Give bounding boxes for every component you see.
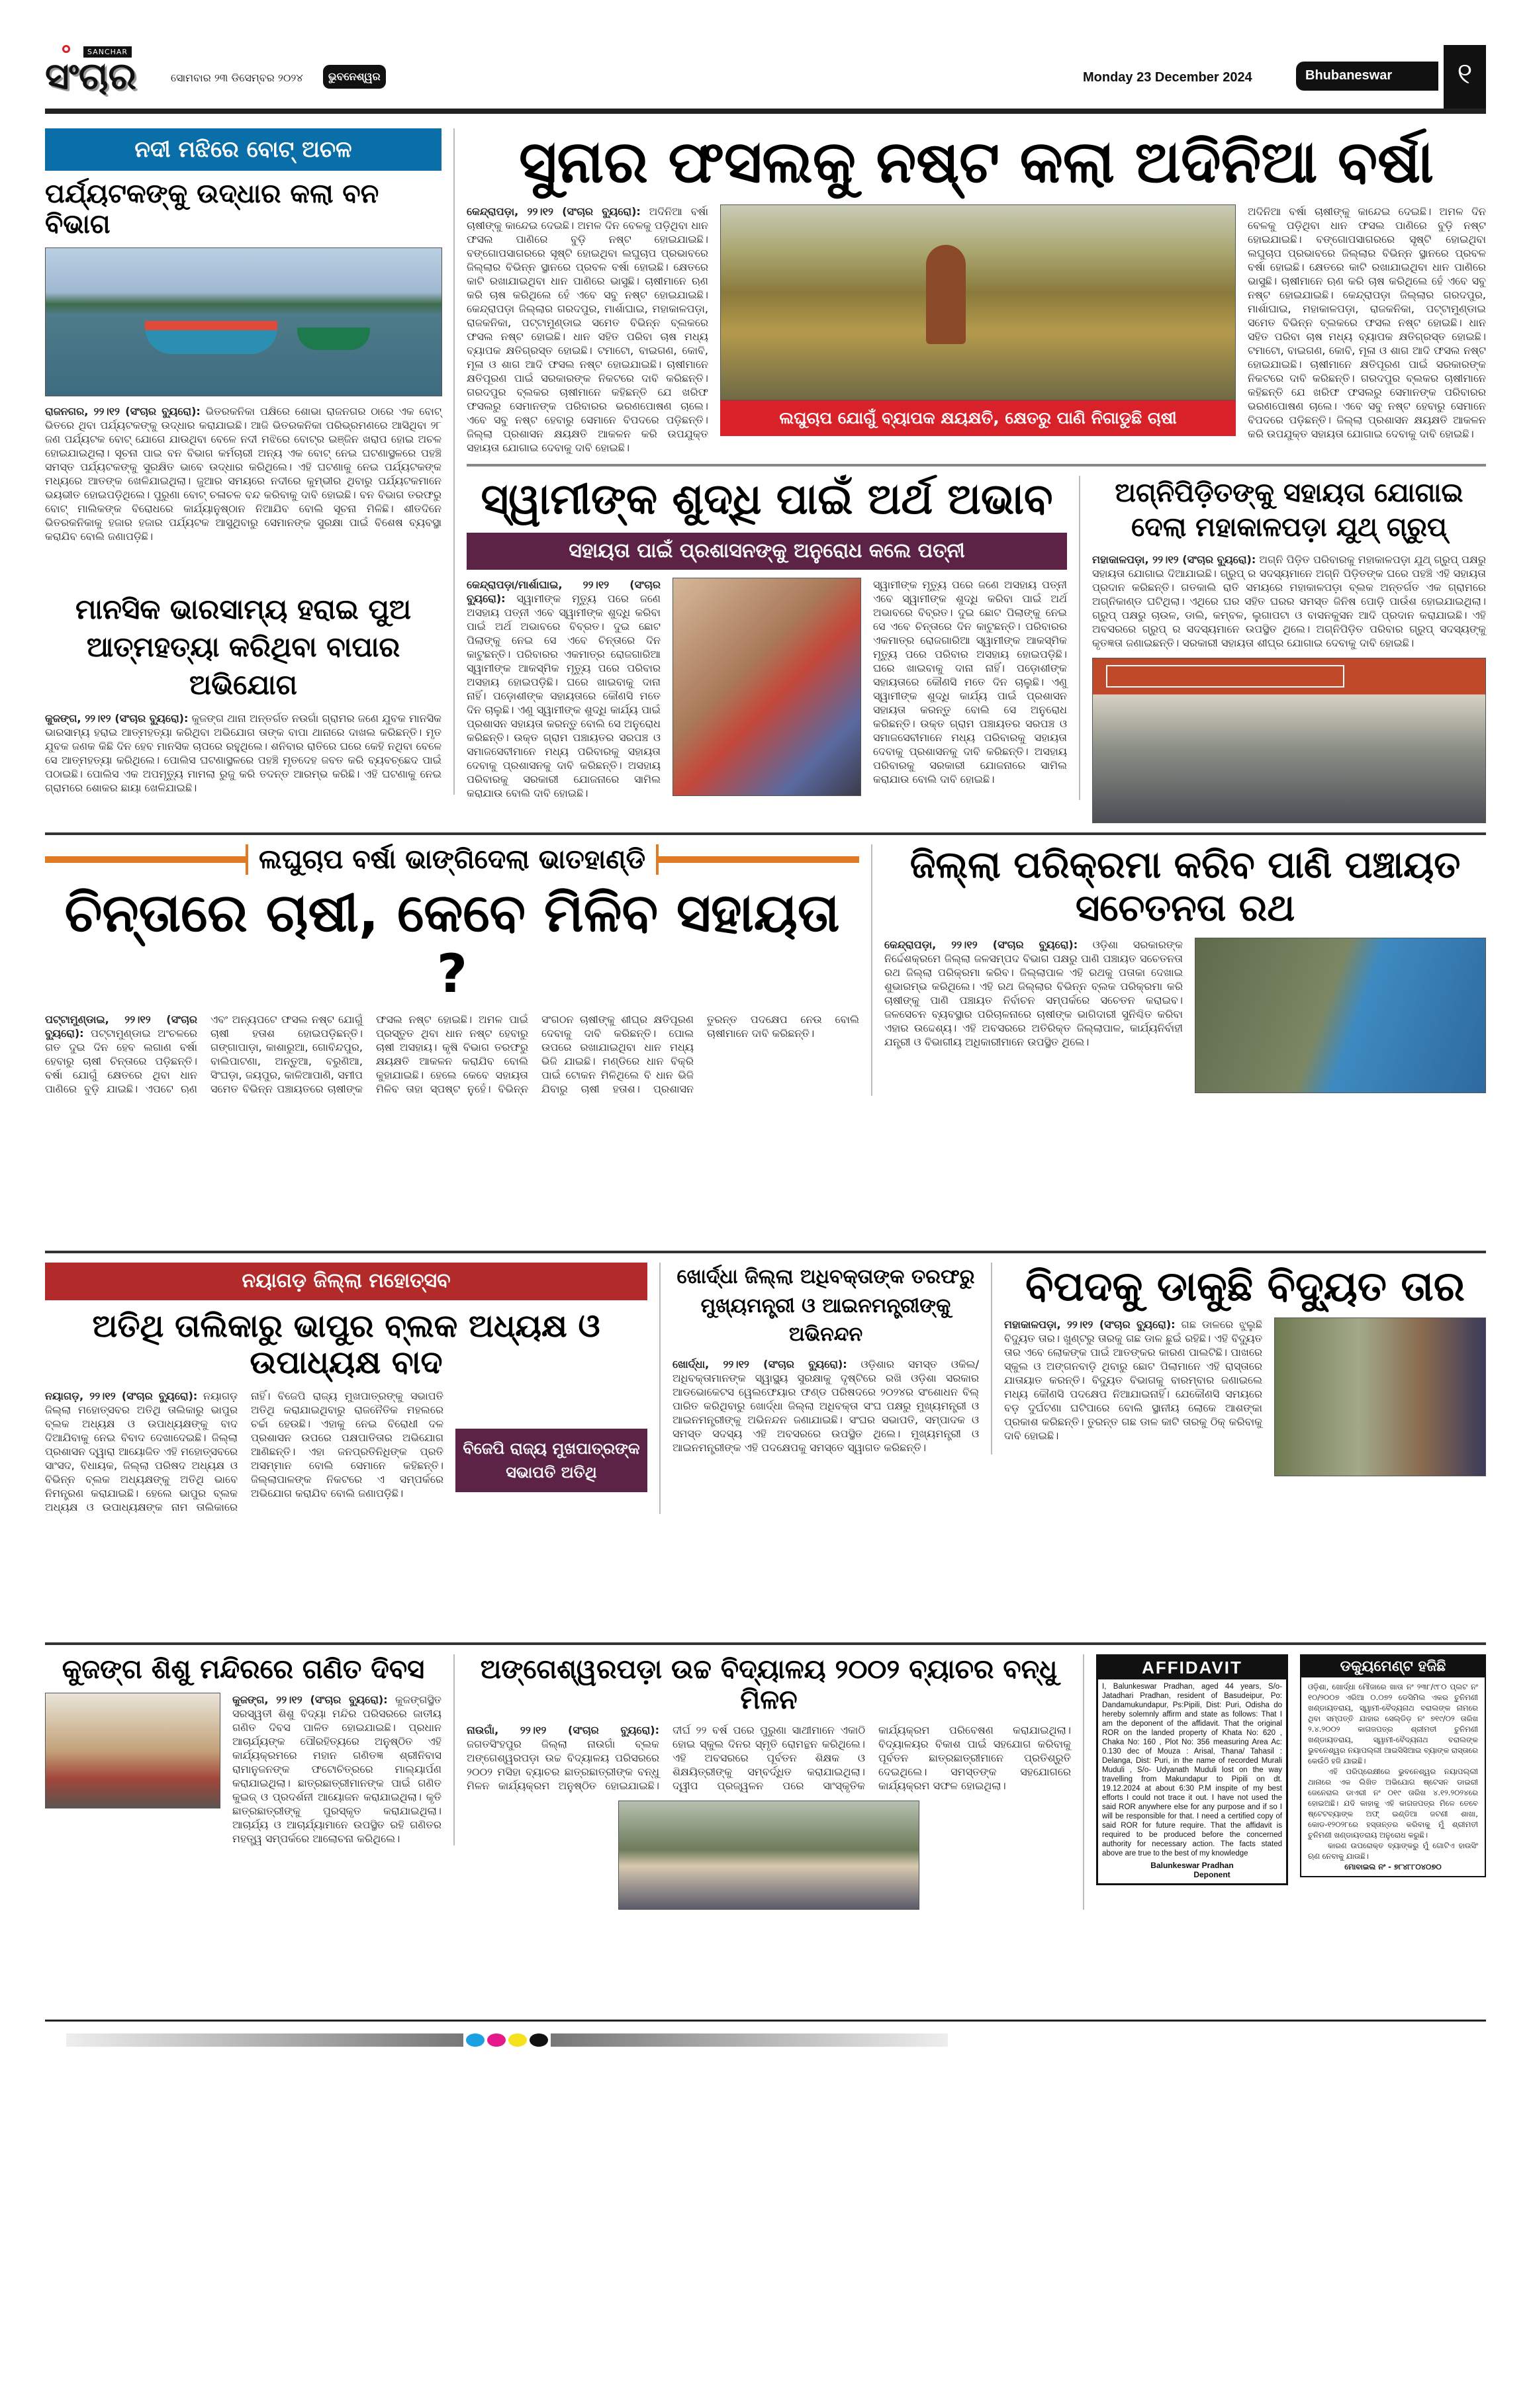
nayagarh-inset: ବିଜେପି ରାଜ୍ୟ ମୁଖପାତ୍ରଙ୍କ ସଭାପତି ଅତିଥି xyxy=(455,1429,647,1492)
orange-rule-left xyxy=(45,856,246,863)
nayagarh-headline: ଅତିଥି ତାଲିକାରୁ ଭାପୁର ବ୍ଲକ ଅଧ୍ୟକ୍ଷ ଓ ଉପାଧ୍ୟକ୍ଷ ବାଦ xyxy=(92,1307,600,1381)
article-text: କୁଜଙ୍ଗ ଥାନା ଅନ୍ତର୍ଗତ ନଉଗାଁ ଗ୍ରାମର ଜଣେ ଯୁବକ ମାନସିକ ଭାରସାମ୍ୟ ହରାଇ ଆତ୍ମହତ୍ୟା କରିଥିବା ଅଭିଯୋଗ ତାଙ୍କ ବାପା ଥାନାରେ ଦାଖଲ କରିଛନ୍ତି। ମୃତ ଯୁବକ ଜଣକ କିଛି ଦିନ ହେବ ମାନସିକ ଚାପରେ ରହୁଥିଲେ। ଶନିବାର ରାତିରେ ଘରେ କେହି ନଥିବା ବେଳେ ସେ ଆତ୍ମହତ୍ୟା କରିଥିଲେ। ପୋଲିସ ଘଟଣାସ୍ଥଳରେ ପହଞ୍ଚି ମୃତଦେହ ଜବତ କରି ବ୍ୟବଚ୍ଛେଦ ପାଇଁ ପଠାଇଛି। ପୋଲିସ ଏକ ଅପମୃତ୍ୟୁ ମାମଲା ରୁଜୁ କରି ତଦନ୍ତ ଆରମ୍ଭ କରିଛି। ଏହି ଘଟଣାକୁ ନେଇ ଗ୍ରାମରେ ଶୋକର ଛାୟା ଖେଳିଯାଇଛି। xyxy=(45,712,441,795)
wire-photo xyxy=(1274,1317,1486,1476)
farmers-headline: ଚିନ୍ତାରେ ଚାଷୀ, କେବେ ମିଳିବ ସହାୟତା ? xyxy=(64,882,840,1005)
article-text: ଅଦିନିଆ ବର୍ଷା ଚାଷୀଙ୍କୁ କାନ୍ଦେଇ ଦେଇଛି। ଅମଳ ଦିନ ବେଳକୁ ପଡ଼ିଥିବା ଧାନ ଫସଲ ପାଣିରେ ବୁଡ଼ି ନଷ୍ଟ ହୋଇଯାଇଛି। ବଙ୍ଗୋପସାଗରରେ ସୃଷ୍ଟି ହୋଇଥିବା ଲଘୁଚାପ ପ୍ରଭାବରେ ଜିଲ୍ଲାର ବିଭିନ୍ନ ସ୍ଥାନରେ ପ୍ରବଳ ବର୍ଷା ହୋଇଛି। କ୍ଷେତରେ କାଟି ରଖାଯାଇଥିବା ଧାନ ପାଣିରେ ଭାସୁଛି। ଚାଷୀମାନେ ଋଣ କରି ଚାଷ କରିଥିଲେ ହେଁ ଏବେ ସବୁ ନଷ୍ଟ ହୋଇଯାଇଛି। କେନ୍ଦ୍ରାପଡ଼ା ଜିଲ୍ଲାର ଗରଦପୁର, ମାର୍ଶାଘାଇ, ମହାକାଳପଡ଼ା, ରାଜକନିକା, ପଟ୍ଟାମୁଣ୍ଡାଇ ସମେତ ବିଭିନ୍ନ ବ୍ଲକରେ ଫସଲ ନଷ୍ଟ ହୋଇଛି। ଧାନ ସହିତ ପରିବା ଚାଷ ମଧ୍ୟ ବ୍ୟାପକ କ୍ଷତିଗ୍ରସ୍ତ ହୋଇଛି। ଟମାଟୋ, ବାଇଗଣ, କୋବି, ମୂଳା ଓ ଶାଗ ଆଦି ଫସଲ ନଷ୍ଟ ହୋଇଯାଇଛି। ଚାଷୀମାନେ କ୍ଷତିପୂରଣ ପାଇଁ ସରକାରଙ୍କ ନିକଟରେ ଦାବି କରିଛନ୍ତି। ଗରଦପୁର ବ୍ଲକର ଚାଷୀମାନେ କହିଛନ୍ତି ଯେ ଖରିଫ ଫସଲରୁ ସେମାନଙ୍କ ପରିବାରର ଭରଣପୋଷଣ ଚାଲେ। ଏବେ ସବୁ ନଷ୍ଟ ହେବାରୁ ସେମାନେ ବିପଦରେ ପଡ଼ିଛନ୍ତି। ଜିଲ୍ଲା ପ୍ରଶାସନ କ୍ଷୟକ୍ଷତି ଆକଳନ କରି ଉପଯୁକ୍ତ ସହାୟତା ଯୋଗାଇ ଦେବାକୁ ଦାବି ହୋଇଛି। xyxy=(1248,205,1486,441)
rain-body-left xyxy=(467,204,708,455)
fire-article xyxy=(1092,476,1486,823)
husband-subhead: ସହାୟତା ପାଇଁ ପ୍ରଶାସନଙ୍କୁ ଅନୁରୋଧ କଲେ ପତ୍ନୀ xyxy=(467,533,1067,570)
math-body xyxy=(232,1693,441,1846)
nayagarh-article xyxy=(45,1263,661,1514)
lost-document-mobile: ମୋବାଇଲ ନଂ - ୭୮୪୮୮୦୪୦୭୦ xyxy=(1344,1862,1442,1872)
masthead-rule xyxy=(45,109,1486,114)
water-body xyxy=(884,938,1183,1049)
bottom-section xyxy=(45,1654,1486,2012)
math-photo xyxy=(45,1693,220,1808)
footer-rule xyxy=(45,2020,1486,2022)
water-article xyxy=(884,844,1486,1093)
math-row xyxy=(45,1693,441,1846)
math-article xyxy=(45,1654,455,1846)
boat-headline: ପର୍ଯ୍ୟଟକଙ୍କୁ ଉଦ୍ଧାର କଲା ବନ ବିଭାଗ xyxy=(45,179,379,240)
color-registration-bar xyxy=(66,2033,1486,2047)
banner-text-icon xyxy=(1106,665,1344,688)
khordha-article xyxy=(673,1263,992,1454)
dateline: ପଟ୍ଟାମୁଣ୍ଡାଇ, ୨୨।୧୨ (ସଂଚାର ବ୍ୟୁରୋ): xyxy=(45,1013,197,1040)
article-text: ଅଦିନିଆ ବର୍ଷା ଚାଷୀଙ୍କୁ କାନ୍ଦେଇ ଦେଇଛି। ଅମଳ ଦିନ ବେଳକୁ ପଡ଼ିଥିବା ଧାନ ଫସଲ ପାଣିରେ ବୁଡ଼ି ନଷ୍ଟ ହୋଇଯାଇଛି। ବଙ୍ଗୋପସାଗରରେ ସୃଷ୍ଟି ହୋଇଥିବା ଲଘୁଚାପ ପ୍ରଭାବରେ ଜିଲ୍ଲାର ବିଭିନ୍ନ ସ୍ଥାନରେ ପ୍ରବଳ ବର୍ଷା ହୋଇଛି। କ୍ଷେତରେ କାଟି ରଖାଯାଇଥିବା ଧାନ ପାଣିରେ ଭାସୁଛି। ଚାଷୀମାନେ ଋଣ କରି ଚାଷ କରିଥିଲେ ହେଁ ଏବେ ସବୁ ନଷ୍ଟ ହୋଇଯାଇଛି। କେନ୍ଦ୍ରାପଡ଼ା ଜିଲ୍ଲାର ଗରଦପୁର, ମାର୍ଶାଘାଇ, ମହାକାଳପଡ଼ା, ରାଜକନିକା, ପଟ୍ଟାମୁଣ୍ଡାଇ ସମେତ ବିଭିନ୍ନ ବ୍ଲକରେ ଫସଲ ନଷ୍ଟ ହୋଇଛି। ଧାନ ସହିତ ପରିବା ଚାଷ ମଧ୍ୟ ବ୍ୟାପକ କ୍ଷତିଗ୍ରସ୍ତ ହୋଇଛି। ଟମାଟୋ, ବାଇଗଣ, କୋବି, ମୂଳା ଓ ଶାଗ ଆଦି ଫସଲ ନଷ୍ଟ ହୋଇଯାଇଛି। ଚାଷୀମାନେ କ୍ଷତିପୂରଣ ପାଇଁ ସରକାରଙ୍କ ନିକଟରେ ଦାବି କରିଛନ୍ତି। ଗରଦପୁର ବ୍ଲକର ଚାଷୀମାନେ କହିଛନ୍ତି ଯେ ଖରିଫ ଫସଲରୁ ସେମାନଙ୍କ ପରିବାରର ଭରଣପୋଷଣ ଚାଲେ। ଏବେ ସବୁ ନଷ୍ଟ ହେବାରୁ ସେମାନେ ବିପଦରେ ପଡ଼ିଛନ୍ତି। ଜିଲ୍ଲା ପ୍ରଶାସନ କ୍ଷୟକ୍ଷତି ଆକଳନ କରି ଉପଯୁକ୍ତ ସହାୟତା ଯୋଗାଇ ଦେବାକୁ ଦାବି ହୋଇଛି। xyxy=(467,205,708,455)
section-rule xyxy=(467,464,1486,467)
lost-document-body: ଓଡ଼ିଶା, ଖୋର୍ଦ୍ଧା ମୌଜାରେ ଖାତା ନଂ ୨୩୮/୯୮୦ ପ୍ଲଟ ନଂ ୧୦/୨୦୦୭ ଏରିଆ ୦.୦୭୨ ଡେସିମିଲ ଏକର ଚୁନିମଣୀ ଖଣ୍ଡାୟତରାୟ, ସ୍ୱାମୀ-ବୈଦ୍ୟନାଥ ବରାଲଙ୍କ ନାମରେ ଥିବା ସମ୍ପତ୍ତି ଯାହାର ସେଲ୍ଡିଡ଼ ନଂ ୭୧୯/୦୨ ତାରିଖ ୨.୪.୨୦୦୨ କାଗଜପତ୍ର ଶ୍ରୀମତୀ ଚୁନିମଣୀ ଖଣ୍ଡାୟତରାୟ, ସ୍ୱାମୀ-ବୈଦ୍ୟନାଥ ବରାଲଙ୍କ ଭୁବନେଶ୍ୱର ନୟାପଲ୍ଲୀ ଆଇସିସିଆଇ ବ୍ୟାଙ୍କ ରାସ୍ତାରେ କେଉଁଠି ହଜି ଯାଇଛି। xyxy=(1308,1682,1478,1766)
magenta-dot-icon xyxy=(487,2033,506,2047)
lost-document-body: କାରଣ ଉପରୋକ୍ତ ବ୍ୟାଙ୍କରୁ ମୁଁ ଗୋଟିଏ ହାଉସିଂ ଋଣ ନେବାକୁ ଯାଉଛି। xyxy=(1308,1841,1478,1861)
reunion-headline: ଅଙ୍ଗେଶ୍ୱରପଡ଼ା ଉଚ୍ଚ ବିଦ୍ୟାଳୟ ୨୦୦୨ ବ୍ୟାଚର ବନ୍ଧୁ ମିଳନ xyxy=(480,1654,1058,1716)
fire-headline: ଅଗ୍ନିପିଡ଼ିତଙ୍କୁ ସହାୟତା ଯୋଗାଇ ଦେଲା ମହାକାଳପଡ଼ା ଯୁଥ୍ ଗ୍ରୁପ୍ xyxy=(1115,478,1463,543)
affidavit-signature: Balunkeswar Pradhan xyxy=(1150,1861,1234,1871)
grayscale-strip xyxy=(66,2033,463,2047)
math-headline: କୁଜଙ୍ଗ ଶିଶୁ ମନ୍ଦିରରେ ଗଣିତ ଦିବସ xyxy=(62,1654,425,1685)
water-photo xyxy=(1195,938,1486,1093)
article-text: ଓଡ଼ିଶାର ସମସ୍ତ ଓକିଲ/ଅଧିବକ୍ତାମାନଙ୍କ ସ୍ୱାସ୍ଥ୍ୟ ସୁରକ୍ଷାକୁ ଦୃଷ୍ଟିରେ ରଖି ଓଡ଼ିଶା ସରକାର ଆଡଭୋକେଟସ ୱେଲଫେୟାର ଫଣ୍ଡ ପରିଷଦରେ ୨୦୨୪ର ସଂଶୋଧନ ବିଲ୍ ପାରିତ କରିଥିବାରୁ ଖୋର୍ଦ୍ଧା ଜିଲ୍ଲା ଅଧିବକ୍ତା ସଂଘ ପକ୍ଷରୁ ମୁଖ୍ୟମନ୍ତ୍ରୀ ଓ ଆଇନମନ୍ତ୍ରୀଙ୍କୁ ଅଭିନନ୍ଦନ ଜଣାଯାଇଛି। ସଂଘର ସଭାପତି, ସମ୍ପାଦକ ଓ ସମସ୍ତ ସଦସ୍ୟ ଏହି ଅବସରରେ ଉପସ୍ଥିତ ଥିଲେ। ମୁଖ୍ୟମନ୍ତ୍ରୀ ଓ ଆଇନମନ୍ତ୍ରୀଙ୍କ ଏହି ପଦକ୍ଷେପକୁ ସମସ୍ତେ ସ୍ୱାଗତ କରିଛନ୍ତି। xyxy=(673,1357,979,1454)
dateline: ନୟାଗଡ଼, ୨୨।୧୨ (ସଂଚାର ବ୍ୟୁରୋ): xyxy=(45,1390,198,1403)
nayagarh-body xyxy=(45,1389,443,1514)
suicide-body xyxy=(45,711,441,795)
dateline: କୁଜଙ୍ଗ, ୨୨।୧୨ (ସଂଚାର ବ୍ୟୁରୋ): xyxy=(232,1693,388,1707)
article-text: ସ୍ୱାମୀଙ୍କ ମୃତ୍ୟୁ ପରେ ଜଣେ ଅସହାୟ ପତ୍ନୀ ଏବେ ସ୍ୱାମୀଙ୍କ ଶୁଦ୍ଧି କରିବା ପାଇଁ ଅର୍ଥ ଅଭାବରେ ବିବ୍ରତ। ଦୁଇ ଛୋଟ ପିଲାଙ୍କୁ ନେଇ ସେ ଏବେ ଚିନ୍ତାରେ ଦିନ କାଟୁଛନ୍ତି। ପରିବାରର ଏକମାତ୍ର ରୋଜଗାରିଆ ସ୍ୱାମୀଙ୍କ ଆକସ୍ମିକ ମୃତ୍ୟୁ ପରେ ପରିବାର ଅସହାୟ ହୋଇପଡ଼ିଛି। ଘରେ ଖାଇବାକୁ ଦାନା ନାହିଁ। ପଡ଼ୋଶୀଙ୍କ ସହାୟତାରେ କୌଣସି ମତେ ଦିନ ଚାଲୁଛି। ଏଣୁ ସ୍ୱାମୀଙ୍କ ଶୁଦ୍ଧି କାର୍ଯ୍ୟ ପାଇଁ ପ୍ରଶାସନ ସହାୟତା କରନ୍ତୁ ବୋଲି ସେ ଅନୁରୋଧ କରିଛନ୍ତି। ଉକ୍ତ ଗ୍ରାମ ପଞ୍ଚାୟତର ସରପଞ୍ଚ ଓ ସମାଜସେବୀମାନେ ମଧ୍ୟ ପରିବାରକୁ ସହାୟତା ଦେବାକୁ ପ୍ରଶାସନକୁ ଦାବି କରିଛନ୍ତି। ଅସହାୟ ପରିବାରକୁ ସରକାରୀ ଯୋଜନାରେ ସାମିଲ କରାଯାଉ ବୋଲି ଦାବି ହୋଇଛି। xyxy=(873,578,1067,786)
reunion-article xyxy=(467,1654,1084,1910)
affidavit-body: I, Balunkeswar Pradhan, aged 44 years, S/o- Jatadhari Pradhan, resident of Basudeipur, Po: Dandamukundapur, Ps:Pipili, Dist: Puri, Odisha do hereby solemnly affirm and state as follows: That I am the deponent of the affidavit. That the original ROR on the landed property of Khata No: 620 , Chaka No: 160 , Plot No: 356 measuring Area Ac: 0.130 dec of Mouza : Arisal, Thana/ Tahasil : Delanga, Dist: Puri, in the name of recorded Murali Muduli , S/o- Udyanath Muduli lost on the way travelling from Makundapur to Pipili on dt. 19.12.2024 at about 6:30 P.M inspite of my best efforts I could not trace it out. I have not used the said ROR anywhere else for any purpose and if so I will be responsible for that. I need a certified copy of said ROR for future require. That the affidavit is required to be produced before the concerned authority for necessary action. The facts stated above are true to the best of my knowledge xyxy=(1102,1683,1282,1858)
husband-fire-row xyxy=(467,476,1486,823)
affidavit-title: AFFIDAVIT xyxy=(1098,1656,1286,1679)
boat-kicker: ନଦୀ ମଝିରେ ବୋଟ୍ ଅଚଳ xyxy=(45,128,441,171)
reunion-photo xyxy=(618,1801,919,1910)
page-number: ୧ xyxy=(1444,45,1486,109)
lost-document-box xyxy=(1300,1654,1486,1877)
khordha-headline: ଖୋର୍ଦ୍ଧା ଜିଲ୍ଲା ଅଧିବକ୍ତାଙ୍କ ତରଫରୁ ମୁଖ୍ୟମନ୍ତ୍ରୀ ଓ ଆଇନମନ୍ତ୍ରୀଙ୍କୁ ଅଭିନନ୍ଦନ xyxy=(676,1265,975,1347)
logo: ସଂଚାର xyxy=(45,55,136,98)
farmers-water-section xyxy=(45,844,1486,1241)
farmer-figure-icon xyxy=(926,245,966,344)
article-text: ଭିତରକନିକା ପକ୍ଷିରେ ଶୋଭା ରାଜନଗର ଠାରେ ଏକ ବୋଟ୍ ଭିତରେ ଥିବା ପର୍ଯ୍ୟଟକଙ୍କୁ ଉଦ୍ଧାର କରାଯାଇଛି। ଆଜି ଭିତରକନିକା ପରିଭ୍ରମଣରେ ଆସିଥିବା ୨୮ ଜଣ ପର୍ଯ୍ୟଟକ ବୋଟ୍ ଯୋଗେ ଯାଉଥିବା ବେଳେ ନଦୀ ମଝିରେ ବୋଟ୍ର ଇଞ୍ଜିନ ଖରାପ ହୋଇ ଅଚଳ ହୋଇଯାଇଥିଲା। ସୂଚନା ପାଇ ବନ ବିଭାଗ କର୍ମଚାରୀ ଅନ୍ୟ ଏକ ବୋଟ୍ ନେଇ ଘଟଣାସ୍ଥଳରେ ପହଞ୍ଚି ସମସ୍ତ ପର୍ଯ୍ୟଟକଙ୍କୁ ସୁରକ୍ଷିତ ଭାବେ ଉଦ୍ଧାର କରିଥିଲେ। ଏହି ଘଟଣାକୁ ନେଇ ପର୍ଯ୍ୟଟକଙ୍କ ମଧ୍ୟରେ ଆତଙ୍କ ଖେଳିଯାଇଥିଲା। ଜୁଆର ସମୟରେ ନଦୀରେ କୁମ୍ଭୀର ଥିବାରୁ ପର୍ଯ୍ୟଟକମାନେ ଭୟଭୀତ ହୋଇପଡ଼ିଥିଲେ। ପୁରୁଣା ବୋଟ୍ ଚଳାଚଳ ବନ୍ଦ କରିବାକୁ ଦାବି ହୋଇଛି। ବନ ବିଭାଗ ତରଫରୁ ବୋଟ୍ ମାଲିକଙ୍କ ବିରୋଧରେ କାର୍ଯ୍ୟାନୁଷ୍ଠାନ ନିଆଯିବ ବୋଲି ସୂଚନା ମିଳିଛି। ଶୀତଦିନେ ଭିତରକନିକାକୁ ହଜାର ହଜାର ପର୍ଯ୍ୟଟକ ଆସୁଥିବାରୁ ସେମାନଙ୍କ ସୁରକ୍ଷା ପାଇଁ ବିଶେଷ ବ୍ୟବସ୍ଥା କରାଯିବ ବୋଲି ଜଣାପଡ଼ିଛି। xyxy=(45,405,441,543)
rain-row xyxy=(467,204,1486,455)
affidavit-box xyxy=(1096,1654,1288,1885)
fire-body xyxy=(1092,553,1486,650)
wire-row xyxy=(1004,1317,1486,1476)
lost-document-body: ଏହି ପରିପ୍ରେକ୍ଷୀରେ ଭୁବନେଶ୍ୱର ନୟାପଲ୍ଲୀ ଥାନାରେ ଏକ ଲିଖିତ ଅଭିଯୋଗ ଷ୍ଟେସନ ଡାଇରୀ ଜେନେରାଲ ଡାଏରୀ ନଂ ୦୧୯ ତାରିଖ ୪.୧୨.୨୦୨୪ରେ ହୋଇଅଛି। ଯଦି କାହାକୁ ଏହି କାଗଜପତ୍ର ମିଳେ ତେବେ ଷ୍ଟେଟବ୍ୟାଙ୍କ ଅଫ୍ ଇଣ୍ଡିଆ ଜଟଣୀ ଶାଖା, କୋଡ-୧୨୦୨୮ରେ ହସ୍ତାନ୍ତର କରିବାକୁ ମୁଁ ଶ୍ରୀମତୀ ଚୁନିମଣୀ ଖଣ୍ଡାୟତରାୟ ଅନୁରୋଧ କରୁଛି। xyxy=(1308,1767,1478,1840)
article-text: କୁଜଙ୍ଗସ୍ଥିତ ସରସ୍ୱତୀ ଶିଶୁ ବିଦ୍ୟା ମନ୍ଦିର ପରିସରରେ ଜାତୀୟ ଗଣିତ ଦିବସ ପାଳିତ ହୋଇଯାଇଛି। ପ୍ରଧାନ ଆଚାର୍ଯ୍ୟଙ୍କ ପୌରହିତ୍ୟରେ ଅନୁଷ୍ଠିତ ଏହି କାର୍ଯ୍ୟକ୍ରମରେ ମହାନ ଗଣିତଜ୍ଞ ଶ୍ରୀନିବାସ ରାମାନୁଜନଙ୍କ ଫଟୋଚିତ୍ରରେ ମାଲ୍ୟାର୍ପଣ କରାଯାଇଥିଲା। ଛାତ୍ରଛାତ୍ରୀମାନଙ୍କ ପାଇଁ ଗଣିତ କୁଇଜ୍ ଓ ପ୍ରଦର୍ଶନୀ ଆୟୋଜନ କରାଯାଇଥିଲା। କୃତି ଛାତ୍ରଛାତ୍ରୀଙ୍କୁ ପୁରସ୍କୃତ କରାଯାଇଥିଲା। ଆଚାର୍ଯ୍ୟ ଓ ଆଚାର୍ଯ୍ୟାମାନେ ଉପସ୍ଥିତ ରହି ଗଣିତର ମହତ୍ତ୍ୱ ସମ୍ପର୍କରେ ଆଲୋଚନା କରିଥିଲେ। xyxy=(232,1693,441,1846)
english-city-badge: Bhubaneswar xyxy=(1296,62,1438,91)
lost-document-title: ଡକ୍ୟୁମେଣ୍ଟ ହଜିଛି xyxy=(1301,1656,1485,1677)
affidavit-signature-role: Deponent xyxy=(1193,1870,1230,1880)
logo-dot-icon xyxy=(62,45,70,53)
dateline: କେନ୍ଦ୍ରାପଡ଼ା, ୨୨।୧୨ (ସଂଚାର ବ୍ୟୁରୋ): xyxy=(467,205,641,218)
boat-icon xyxy=(145,321,277,354)
dateline: ମହାକାଳପଡ଼ା, ୨୨।୧୨ (ସଂଚାର ବ୍ୟୁରୋ): xyxy=(1092,553,1256,566)
dateline: ନାଉଗାଁ, ୨୨।୧୨ (ସଂଚାର ବ୍ୟୁରୋ): xyxy=(467,1724,659,1737)
rain-headline: ସୁନାର ଫସଲକୁ ନଷ୍ଟ କଲା ଅଦିନିଆ ବର୍ଷା xyxy=(518,128,1434,196)
grayscale-strip xyxy=(551,2033,948,2047)
water-row xyxy=(884,938,1486,1093)
article-text: ନୟାଗଡ଼ ଜିଲ୍ଲା ମହୋତ୍ସବର ଅତିଥି ତାଲିକାରୁ ଭାପୁର ବ୍ଲକ ଅଧ୍ୟକ୍ଷ ଓ ଉପାଧ୍ୟକ୍ଷଙ୍କୁ ବାଦ ଦିଆଯିବାକୁ ନେଇ ବିବାଦ ଦେଖାଦେଇଛି। ଜିଲ୍ଲା ପ୍ରଶାସନ ଦ୍ୱାରା ଆୟୋଜିତ ଏହି ମହୋତ୍ସବରେ ସାଂସଦ, ବିଧାୟକ, ଜିଲ୍ଲା ପରିଷଦ ଅଧ୍ୟକ୍ଷ ଓ ବିଭିନ୍ନ ବ୍ଲକ ଅଧ୍ୟକ୍ଷଙ୍କୁ ଅତିଥି ଭାବେ ନିମନ୍ତ୍ରଣ କରାଯାଇଛି। ହେଲେ ଭାପୁର ବ୍ଲକ ଅଧ୍ୟକ୍ଷ ଓ ଉପାଧ୍ୟକ୍ଷଙ୍କ ନାମ ତାଲିକାରେ ନାହିଁ। ବିଜେପି ରାଜ୍ୟ ମୁଖପାତ୍ରଙ୍କୁ ସଭାପତି ଅତିଥି କରାଯାଇଥିବାରୁ ରାଜନୈତିକ ମହଲରେ ଚର୍ଚ୍ଚା ହେଉଛି। ଏହାକୁ ନେଇ ବିରୋଧୀ ଦଳ ପ୍ରଶାସନ ଉପରେ ପକ୍ଷପାତିତାର ଅଭିଯୋଗ ଆଣିଛନ୍ତି। ଏହା ଜନପ୍ରତିନିଧିଙ୍କ ପ୍ରତି ଅସମ୍ମାନ ବୋଲି ସେମାନେ କହିଛନ୍ତି। ଜିଲ୍ଲାପାଳଙ୍କ ନିକଟରେ ଏ ସମ୍ପର୍କରେ ଅଭିଯୋଗ କରାଯିବ ବୋଲି ଜଣାପଡ଼ିଛି। xyxy=(45,1390,443,1514)
reunion-body xyxy=(467,1723,1071,1793)
wire-body xyxy=(1004,1317,1262,1443)
dateline: ମହାକାଳପଡ଼ା, ୨୨।୧୨ (ସଂଚାର ବ୍ୟୁରୋ): xyxy=(1004,1318,1176,1331)
husband-body-left xyxy=(467,578,661,800)
khordha-body xyxy=(673,1357,979,1454)
article-text: ଅଗ୍ନି ପିଡ଼ିତ ପରିବାରକୁ ମହାକାଳପଡ଼ା ଯୁଥ୍ ଗ୍ରୁପ୍ ପକ୍ଷରୁ ସହାୟତା ଯୋଗାଇ ଦିଆଯାଇଛି। ଗ୍ରୁପ୍ ର ସଦସ୍ୟମାନେ ଅଗ୍ନି ପିଡ଼ିତଙ୍କ ଘରେ ପହଞ୍ଚି ଏହି ସହାୟତା ପ୍ରଦାନ କରିଛନ୍ତି। ଗତକାଲି ରାତି ସମୟରେ ମହାକାଳପଡ଼ା ବ୍ଲକ ଅନ୍ତର୍ଗତ ଏକ ଗ୍ରାମରେ ଅଗ୍ନିକାଣ୍ଡ ଘଟିଥିଲା। ଏଥିରେ ଘର ସହିତ ଘରର ସମସ୍ତ ଜିନିଷ ପୋଡ଼ି ପାଉଁଶ ହୋଇଯାଇଥିଲା। ଗ୍ରୁପ୍ ପକ୍ଷରୁ ଚାଉଳ, ଡାଲି, କମ୍ବଳ, ଲୁଗାପଟା ଓ ବାସନକୁସନ ଆଦି ପ୍ରଦାନ କରାଯାଇଛି। ଏହି ଅବସରରେ ଗ୍ରୁପ୍ ର ସଦସ୍ୟମାନେ ଉପସ୍ଥିତ ଥିଲେ। ଅଗ୍ନିପିଡ଼ିତ ପରିବାର ଗ୍ରୁପ୍ ସଦସ୍ୟଙ୍କୁ କୃତଜ୍ଞତା ଜଣାଇଛନ୍ତି। ସରକାରୀ ସହାୟତା ଶୀଘ୍ର ଯୋଗାଇ ଦେବାକୁ ଦାବି ହୋଇଛି। xyxy=(1092,553,1486,650)
article-text: ପଟ୍ଟାମୁଣ୍ଡାଇ ଅଂଚଳରେ ଗତ ଦୁଇ ଦିନ ହେବ ଲଗାଣ ବର୍ଷା ହେବାରୁ ଚାଷୀ ଚିନ୍ତାରେ ପଡ଼ିଛନ୍ତି। ବର୍ଷା ଯୋଗୁଁ କ୍ଷେତରେ ଥିବା ଧାନ ପାଣିରେ ବୁଡ଼ି ଯାଇଛି। ଏପଟେ ଋଣ ଏବଂ ଅନ୍ୟପଟେ ଫସଲ ନଷ୍ଟ ଯୋଗୁଁ ଚାଷୀ ହତାଶ ହୋଇପଡ଼ିଛନ୍ତି। ଗଙ୍ଗାପାଡ଼ା, କାଶାରୁଆ, ଗୋବିନ୍ଦପୁର, ବାଲିପାଟଣା, ଅନ୍ତୁଆ, ବରୁଣିଆ, ସିଂଘଡ଼ା, ଜୟପୁର, କାଳିଆପାଣି, ସମୀପ ସମେତ ବିଭିନ୍ନ ପଞ୍ଚାୟତରେ ଚାଷୀଙ୍କ ଫସଲ ନଷ୍ଟ ହୋଇଛି। ଅମଳ ପାଇଁ ପ୍ରସ୍ତୁତ ଥିବା ଧାନ ନଷ୍ଟ ହେବାରୁ ଚାଷୀ ଅସହାୟ। କୃଷି ବିଭାଗ ତରଫରୁ କ୍ଷୟକ୍ଷତି ଆକଳନ କରାଯିବ ବୋଲି କୁହାଯାଇଛି। ହେଲେ କେବେ ସହାୟତା ମିଳିବ ତାହା ସ୍ପଷ୍ଟ ନୁହେଁ। ବିଭିନ୍ନ ସଂଗଠନ ଚାଷୀଙ୍କୁ ଶୀଘ୍ର କ୍ଷତିପୂରଣ ଦେବାକୁ ଦାବି କରିଛନ୍ତି। ପୋଲ ଉପରେ ରଖାଯାଇଥିବା ଧାନ ମଧ୍ୟ ଭିଜି ଯାଇଛି। ମଣ୍ଡିରେ ଧାନ ବିକ୍ରି ପାଇଁ ଟୋକନ ମିଳିଥିଲେ ବି ଧାନ ଭିଜି ଯିବାରୁ ଚାଷୀ ହତାଶ। ପ୍ରଶାସନ ତୁରନ୍ତ ପଦକ୍ଷେପ ନେଉ ବୋଲି ଚାଷୀମାନେ ଦାବି କରିଛନ୍ତି। xyxy=(45,1013,859,1096)
dateline: କେନ୍ଦ୍ରାପଡ଼ା/ମାର୍ଶାଘାଇ, ୨୨।୧୨ (ସଂଚାର ବ୍ୟୁରୋ): xyxy=(467,578,661,605)
logo-tag: SANCHAR xyxy=(83,46,132,58)
english-date: Monday 23 December 2024 xyxy=(1083,70,1252,85)
odia-city-badge: ଭୁବନେଶ୍ୱର xyxy=(323,65,386,89)
dateline: କୁଜଙ୍ଗ, ୨୨।୧୨ (ସଂଚାର ବ୍ୟୁରୋ): xyxy=(45,712,189,725)
section-rule xyxy=(45,1251,1486,1253)
top-section xyxy=(45,128,1486,823)
nayagarh-section xyxy=(45,1263,1486,1633)
farmers-kicker-row xyxy=(45,844,859,875)
rain-photo-column xyxy=(720,204,1236,436)
lost-document-content xyxy=(1301,1677,1485,1876)
odia-date: ସୋମବାର ୨୩ ଡିସେମ୍ବର ୨୦୨୪ xyxy=(171,71,303,84)
boat-body xyxy=(45,404,441,543)
black-dot-icon xyxy=(530,2033,548,2047)
husband-article xyxy=(467,476,1080,800)
wire-article xyxy=(1004,1263,1486,1476)
section-rule xyxy=(45,832,1486,835)
fire-photo xyxy=(1092,658,1486,823)
rain-photo xyxy=(720,204,1236,400)
husband-headline: ସ୍ୱାମୀଙ୍କ ଶୁଦ୍ଧି ପାଇଁ ଅର୍ଥ ଅଭାବ xyxy=(481,475,1053,525)
section-rule xyxy=(45,1642,1486,1645)
husband-row xyxy=(467,578,1067,800)
nayagarh-row xyxy=(45,1389,647,1514)
water-headline: ଜିଲ୍ଲା ପରିକ୍ରମା କରିବ ପାଣି ପଞ୍ଚାୟତ ସଚେତନତା ରଥ xyxy=(909,844,1461,930)
article-text: ଓଡ଼ିଶା ସରକାରଙ୍କ ନିର୍ଦ୍ଦେଶକ୍ରମେ ଜିଲ୍ଲା ଜଳସମ୍ପଦ ବିଭାଗ ପକ୍ଷରୁ ପାଣି ପଞ୍ଚାୟତ ସଚେତନତା ରଥ ଜିଲ୍ଲା ପରିକ୍ରମା କରିବ। ଜିଲ୍ଲାପାଳ ଏହି ରଥକୁ ପତାକା ଦେଖାଇ ଶୁଭାରମ୍ଭ କରିଥିଲେ। ଏହି ରଥ ଜିଲ୍ଲାର ବିଭିନ୍ନ ବ୍ଲକ ପରିକ୍ରମା କରି ଚାଷୀଙ୍କୁ ପାଣି ପଞ୍ଚାୟତ ନିର୍ବାଚନ ସମ୍ପର୍କରେ ସଚେତନ କରାଇବ। ଜଳସେଚନ ବ୍ୟବସ୍ଥାର ପରିଚାଳନାରେ ଚାଷୀଙ୍କ ଭାଗିଦାରୀ ସୁନିଶ୍ଚିତ କରିବା ଏହାର ଉଦ୍ଦେଶ୍ୟ। ଏହି ଅବସରରେ ଅତିରିକ୍ତ ଜିଲ୍ଲାପାଳ, କାର୍ଯ୍ୟନିର୍ବାହୀ ଯନ୍ତ୍ରୀ ଓ ବିଭାଗୀୟ ଅଧିକାରୀମାନେ ଉପସ୍ଥିତ ଥିଲେ। xyxy=(884,938,1183,1048)
boat-photo xyxy=(45,247,442,396)
dateline: ରାଜନଗର, ୨୨।୧୨ (ସଂଚାର ବ୍ୟୁରୋ): xyxy=(45,405,201,418)
farmers-body xyxy=(45,1012,859,1096)
dateline: ଖୋର୍ଦ୍ଧା, ୨୨।୧୨ (ସଂଚାର ବ୍ୟୁରୋ): xyxy=(673,1357,847,1370)
dateline: କେନ୍ଦ୍ରାପଡ଼ା, ୨୨।୧୨ (ସଂଚାର ବ୍ୟୁରୋ): xyxy=(884,938,1078,951)
husband-body-right xyxy=(873,578,1067,786)
article-text: ଗଛ ଡାଳରେ ଝୁଲୁଛି ବିଦ୍ୟୁତ ତାର। ଖୁଣ୍ଟରୁ ତାରକୁ ଗଛ ଡାଳ ଛୁଇଁ ରହିଛି। ଏହି ବିଦ୍ୟୁତ ତାର ଏବେ ଲୋକଙ୍କ ପାଇଁ ଆତଙ୍କର କାରଣ ପାଲଟିଛି। ପାଖରେ ସ୍କୁଲ ଓ ଅଙ୍ଗନବାଡ଼ି ଥିବାରୁ ଛୋଟ ପିଲାମାନେ ଏହି ରାସ୍ତାରେ ଯାତାୟାତ କରନ୍ତି। ବିଦ୍ୟୁତ ବିଭାଗକୁ ବାରମ୍ବାର ଜଣାଇଲେ ମଧ୍ୟ କୌଣସି ପଦକ୍ଷେପ ନିଆଯାଇନାହିଁ। ଯେକୌଣସି ସମୟରେ ବଡ଼ ଦୁର୍ଘଟଣା ଘଟିପାରେ ବୋଲି ସ୍ଥାନୀୟ ଲୋକେ ଆଶଙ୍କା ପ୍ରକାଶ କରିଛନ୍ତି। ତୁରନ୍ତ ଗଛ ଡାଳ କାଟି ତାରକୁ ଠିକ୍ କରିବାକୁ ଦାବି ହୋଇଛି। xyxy=(1004,1318,1262,1443)
rain-photo-caption: ଲଘୁଚାପ ଯୋଗୁଁ ବ୍ୟାପକ କ୍ଷୟକ୍ଷତି, କ୍ଷେତରୁ ପାଣି ନିଗାଡୁଛି ଚାଷୀ xyxy=(720,400,1236,436)
farmers-kicker: ଲଘୁଚାପ ବର୍ଷା ଭାଙ୍ଗିଦେଲା ଭାତହାଣ୍ଡି xyxy=(246,844,659,875)
wire-headline: ବିପଦକୁ ଡାକୁଛି ବିଦ୍ୟୁତ ତାର xyxy=(1025,1262,1465,1311)
husband-photo xyxy=(673,578,861,796)
farmers-article xyxy=(45,844,872,1096)
cyan-dot-icon xyxy=(466,2033,485,2047)
suicide-headline: ମାନସିକ ଭାରସାମ୍ୟ ହରାଇ ପୁଅ ଆତ୍ମହତ୍ୟା କରିଥିବା ବାପାର ଅଭିଯୋଗ xyxy=(75,593,412,701)
yellow-dot-icon xyxy=(508,2033,527,2047)
rain-body-right xyxy=(1248,204,1486,441)
masthead xyxy=(45,45,1486,109)
right-area xyxy=(467,128,1486,823)
nayagarh-kicker: ନୟାଗଡ଼ ଜିଲ୍ଲା ମହୋତ୍ସବ xyxy=(45,1263,647,1300)
article-text: ସ୍ୱାମୀଙ୍କ ମୃତ୍ୟୁ ପରେ ଜଣେ ଅସହାୟ ପତ୍ନୀ ଏବେ ସ୍ୱାମୀଙ୍କ ଶୁଦ୍ଧି କରିବା ପାଇଁ ଅର୍ଥ ଅଭାବରେ ବିବ୍ରତ। ଦୁଇ ଛୋଟ ପିଲାଙ୍କୁ ନେଇ ସେ ଏବେ ଚିନ୍ତାରେ ଦିନ କାଟୁଛନ୍ତି। ପରିବାରର ଏକମାତ୍ର ରୋଜଗାରିଆ ସ୍ୱାମୀଙ୍କ ଆକସ୍ମିକ ମୃତ୍ୟୁ ପରେ ପରିବାର ଅସହାୟ ହୋଇପଡ଼ିଛି। ଘରେ ଖାଇବାକୁ ଦାନା ନାହିଁ। ପଡ଼ୋଶୀଙ୍କ ସହାୟତାରେ କୌଣସି ମତେ ଦିନ ଚାଲୁଛି। ଏଣୁ ସ୍ୱାମୀଙ୍କ ଶୁଦ୍ଧି କାର୍ଯ୍ୟ ପାଇଁ ପ୍ରଶାସନ ସହାୟତା କରନ୍ତୁ ବୋଲି ସେ ଅନୁରୋଧ କରିଛନ୍ତି। ଉକ୍ତ ଗ୍ରାମ ପଞ୍ଚାୟତର ସରପଞ୍ଚ ଓ ସମାଜସେବୀମାନେ ମଧ୍ୟ ପରିବାରକୁ ସହାୟତା ଦେବାକୁ ପ୍ରଶାସନକୁ ଦାବି କରିଛନ୍ତି। ଅସହାୟ ପରିବାରକୁ ସରକାରୀ ଯୋଜନାରେ ସାମିଲ କରାଯାଉ ବୋଲି ଦାବି ହୋଇଛି। xyxy=(467,592,661,800)
boat-icon xyxy=(297,328,370,350)
orange-rule-right xyxy=(659,856,859,863)
left-column xyxy=(45,128,455,795)
article-text: ଜଗତସିଂହପୁର ଜିଲ୍ଲା ନାଉଗାଁ ବ୍ଲକ ଅଙ୍ଗେଶ୍ୱରପଡ଼ା ଉଚ୍ଚ ବିଦ୍ୟାଳୟ ପରିସରରେ ୨୦୦୨ ମସିହା ବ୍ୟାଚର ଛାତ୍ରଛାତ୍ରୀଙ୍କ ବନ୍ଧୁ ମିଳନ କାର୍ଯ୍ୟକ୍ରମ ଅନୁଷ୍ଠିତ ହୋଇଯାଇଛି। ଦୀର୍ଘ ୨୨ ବର୍ଷ ପରେ ପୁରୁଣା ସାଥୀମାନେ ଏକାଠି ହୋଇ ସ୍କୁଲ ଦିନର ସ୍ମୃତି ରୋମନ୍ଥନ କରିଥିଲେ। ଏହି ଅବସରରେ ପୂର୍ବତନ ଶିକ୍ଷକ ଓ ଶିକ୍ଷୟିତ୍ରୀଙ୍କୁ ସମ୍ବର୍ଦ୍ଧିତ କରାଯାଇଥିଲା। ଦ୍ୱୀପ ପ୍ରଜ୍ୱଳନ ପରେ ସାଂସ୍କୃତିକ କାର୍ଯ୍ୟକ୍ରମ ପରିବେଷଣ କରାଯାଇଥିଲା। ବିଦ୍ୟାଳୟର ବିକାଶ ପାଇଁ ସହଯୋଗ କରିବାକୁ ପୂର୍ବତନ ଛାତ୍ରଛାତ୍ରୀମାନେ ପ୍ରତିଶ୍ରୁତି ଦେଇଥିଲେ। ସମସ୍ତଙ୍କ ସହଯୋଗରେ କାର୍ଯ୍ୟକ୍ରମ ସଫଳ ହୋଇଥିଲା। xyxy=(467,1724,1071,1793)
